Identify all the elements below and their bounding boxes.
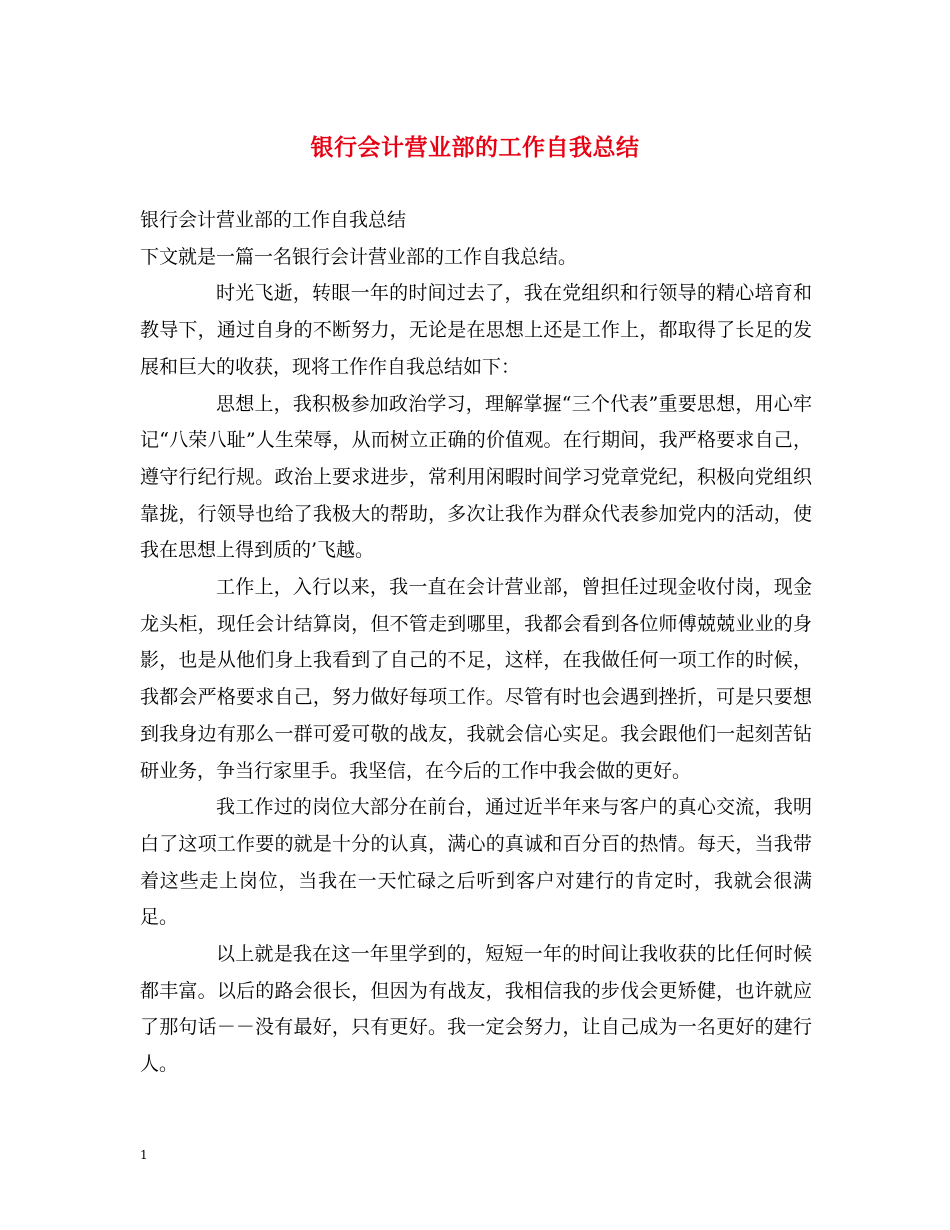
intro-paragraph: 下文就是一篇一名银行会计营业部的工作自我总结。 (140, 245, 578, 268)
paragraph-front-desk: 我工作过的岗位大部分在前台，通过近半年来与客户的真心交流，我明白了这项工作要的就是十分的认真，满心的真诚和百分百的热情。每天，当我带着这些走上岗位，当我在一天忙碌之后听到客户对建行的肯定时，我就会很满足。 (140, 796, 812, 929)
paragraph-conclusion: 以上就是我在这一年里学到的，短短一年的时间让我收获的比任何时候都丰富。以后的路会很长，但因为有战友，我相信我的步伐会更矫健，也许就应了那句话－－没有最好，只有更好。我一定会努力，让自己成为一名更好的建行人。 (140, 943, 812, 1076)
document-body (140, 202, 812, 1083)
paragraph-work: 工作上，入行以来，我一直在会计营业部，曾担任过现金收付岗，现金龙头柜，现任会计结算岗，但不管走到哪里，我都会看到各位师傅兢兢业业的身影，也是从他们身上我看到了自己的不足，这样，在我做任何一项工作的时候，我都会严格要求自己，努力做好每项工作。尽管有时也会遇到挫折，可是只要想到我身边有那么一群可爱可敬的战友，我就会信心实足。我会跟他们一起刻苦钻研业务，争当行家里手。我坚信，在今后的工作中我会做的更好。 (140, 576, 812, 782)
page-number: 1 (140, 1148, 148, 1162)
paragraph-ideology: 思想上，我积极参加政治学习，理解掌握“三个代表”重要思想，用心牢记“八荣八耻”人生荣辱，从而树立正确的价值观。在行期间，我严格要求自己，遵守行纪行规。政治上要求进步，常利用闲暇时间学习党章党纪，积极向党组织靠拢，行领导也给了我极大的帮助，多次让我作为群众代表参加党内的活动，使我在思想上得到质的’飞越。 (140, 392, 812, 562)
paragraph-summary-opening: 时光飞逝，转眼一年的时间过去了，我在党组织和行领导的精心培育和教导下，通过自身的不断努力，无论是在思想上还是工作上，都取得了长足的发展和巨大的收获，现将工作作自我总结如下： (140, 282, 812, 378)
document-subtitle: 银行会计营业部的工作自我总结 (140, 209, 407, 231)
document-title: 银行会计营业部的工作自我总结 (310, 134, 640, 161)
